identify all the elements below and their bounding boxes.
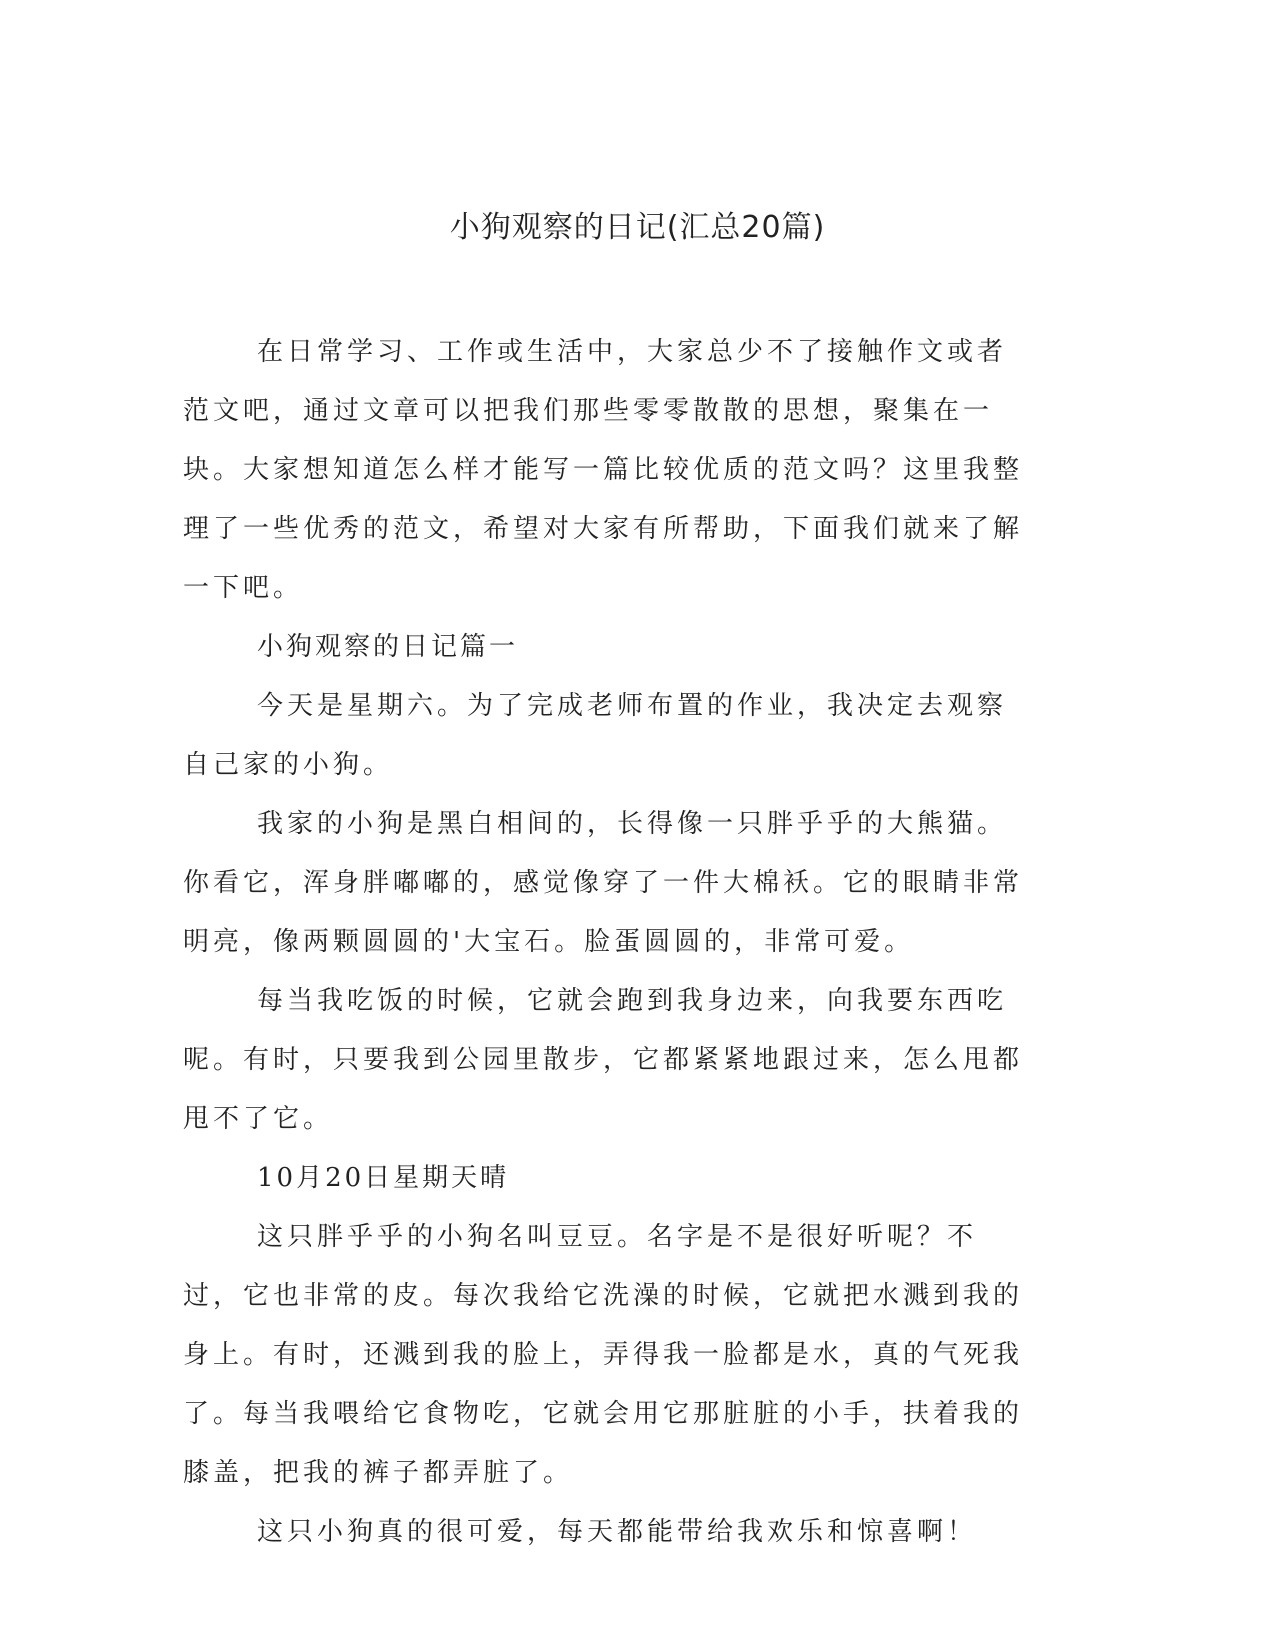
section-heading: 小狗观察的日记篇一	[257, 632, 519, 662]
body-paragraph: 这只胖乎乎的小狗名叫豆豆。名字是不是很好听呢？不过，它也非常的皮。每次我给它洗澡的时候，它就把水溅到我的身上。有时，还溅到我的脸上，弄得我一脸都是水，真的气死我了。每当我喂给它食物吃，它就会用它那脏脏的小手，扶着我的膝盖，把我的裤子都弄脏了。	[183, 1222, 1024, 1488]
body-paragraph: 这只小狗真的很可爱，每天都能带给我欢乐和惊喜啊！	[257, 1517, 978, 1547]
body-paragraph: 每当我吃饭的时候，它就会跑到我身边来，向我要东西吃呢。有时，只要我到公园里散步，它都紧紧地跟过来，怎么甩都甩不了它。	[183, 986, 1024, 1134]
body-paragraph: 我家的小狗是黑白相间的，长得像一只胖乎乎的大熊猫。你看它，浑身胖嘟嘟的，感觉像穿了一件大棉袄。它的眼睛非常明亮，像两颗圆圆的'大宝石。脸蛋圆圆的，非常可爱。	[183, 809, 1024, 957]
date-heading: 10月20日星期天晴	[257, 1163, 510, 1193]
page-title: 小狗观察的日记(汇总20篇)	[449, 210, 826, 245]
intro-paragraph: 在日常学习、工作或生活中，大家总少不了接触作文或者范文吧，通过文章可以把我们那些零零散散的思想，聚集在一块。大家想知道怎么样才能写一篇比较优质的范文吗？这里我整理了一些优秀的范文，希望对大家有所帮助，下面我们就来了解一下吧。	[183, 337, 1024, 603]
document-body	[183, 323, 1033, 1562]
body-paragraph: 今天是星期六。为了完成老师布置的作业，我决定去观察自己家的小狗。	[183, 691, 1008, 780]
